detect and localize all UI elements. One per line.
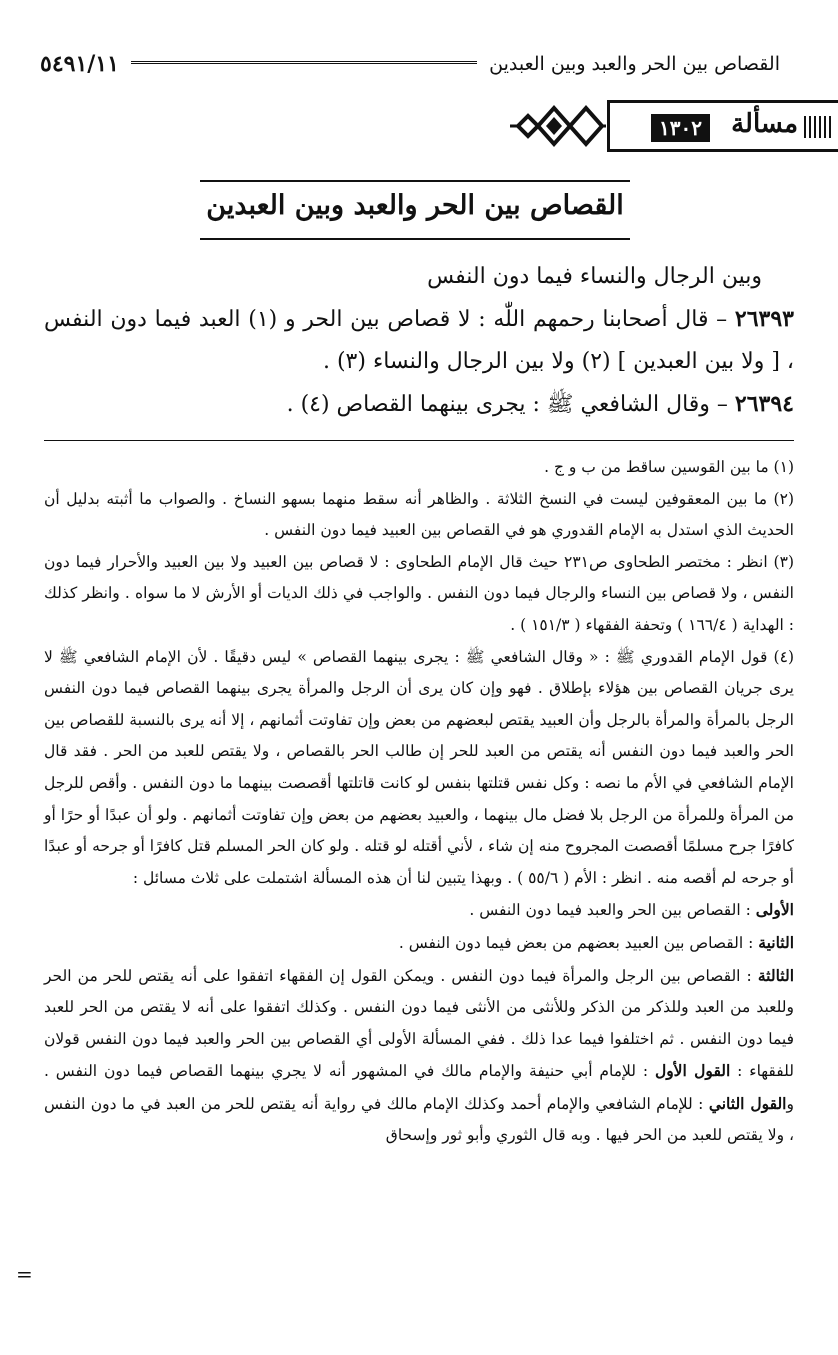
footnote-separator xyxy=(44,440,794,441)
masala-label-box xyxy=(607,100,838,152)
issue-label: الأولى xyxy=(755,900,794,920)
footnote-issue-third xyxy=(44,960,794,1153)
footnotes xyxy=(44,452,794,1152)
running-header xyxy=(40,44,780,84)
footnote-issue-second xyxy=(44,927,794,960)
footnote-2: (٢) ما بين المعقوفين ليست في النسخ الثلاثة . والظاهر أنه سقط منهما بسهو النساخ . والصواب ما أثبته بدليل أن الحديث الذي استدل به الإمام القدوري هو في القصاص بين العبيد فيما دون النفس . xyxy=(44,489,795,540)
paragraph-26393 xyxy=(44,298,794,383)
issue-label: الثانية xyxy=(758,932,794,952)
running-header-rule xyxy=(131,61,477,68)
issue-text: : القصاص بين الرجل والمرأة فيما دون النفس . ويمكن القول إن الفقهاء اتفقوا على أنه يقتص للحر من الحر وللعبد من العبد وللذكر من الذكر وللأنثى من الأنثى فيما دون النفس . وكذلك اتفقوا على أنه لا يقتص من الحر للعبد فيما دون النفس . ثم اختلفوا فيما عدا ذلك . ففي المسألة الأولى أي القصاص بين الحر والعبد فيما دون النفس قولان للفقهاء : xyxy=(44,966,794,1081)
issue-text: : للإمام أبي حنيفة والإمام مالك في المشهور أنه لا يجري بينهما القصاص فيما دون النفس . و xyxy=(44,1062,794,1113)
footnote-1: (١) ما بين القوسين ساقط من ب و ج . xyxy=(544,458,794,476)
paragraph-text: – قال أصحابنا رحمهم اللّٰه : لا قصاص بين الحر و (١) العبد فيما دون النفس ، [ ولا بين العبدين ] (٢) ولا بين الرجال والنساء (٣) . xyxy=(44,307,794,374)
masala-banner xyxy=(508,100,838,152)
issue-label: الثالثة xyxy=(757,965,794,985)
masala-number: ١٣٠٢ xyxy=(651,114,710,142)
main-text xyxy=(44,256,794,426)
bars-ornament-icon xyxy=(804,116,834,138)
issue-text: : القصاص بين الحر والعبد فيما دون النفس . xyxy=(469,901,756,920)
paragraph-number: ٢٦٣٩٤ xyxy=(734,391,794,417)
footnote-issue-first xyxy=(44,894,794,927)
paragraph-number: ٢٦٣٩٣ xyxy=(734,306,794,332)
knot-ornament-icon xyxy=(508,100,606,152)
heading-rule-top xyxy=(200,180,630,182)
footnote-3: (٣) انظر : مختصر الطحاوى ص٢٣١ حيث قال الإمام الطحاوى : لا قصاص بين العبيد ولا بين العبيد والأحرار فيما دون النفس ، ولا قصاص بين النساء والرجال فيما دون النفس . والواجب في ذلك الديات أو الأرش لا ما سواه . وانظر كذلك : الهداية ( ١٦٦/٤ ) وتحفة الفقهاء ( ١٥١/٣ ) . xyxy=(44,552,794,634)
heading-continuation: وبين الرجال والنساء فيما دون النفس xyxy=(427,264,762,289)
masala-word: مسألة xyxy=(731,109,798,139)
chapter-heading: القصاص بين الحر والعبد وبين العبدين xyxy=(206,190,624,221)
opinion-label: القول الثاني xyxy=(708,1093,787,1113)
running-header-title: القصاص بين الحر والعبد وبين العبدين xyxy=(489,53,780,75)
page-number: ٥٤٩١/١١ xyxy=(40,51,119,77)
issue-text: : للإمام الشافعي والإمام أحمد وكذلك الإمام مالك في رواية أنه يقتص للحر من العبد في ما دون النفس ، ولا يقتص للعبد من الحر فيها . وبه قال الثوري وأبو ثور وإسحاق xyxy=(44,1094,794,1145)
issue-text: : القصاص بين العبيد بعضهم من بعض فيما دون النفس . xyxy=(398,933,759,952)
continuation-mark: = xyxy=(16,1262,33,1286)
paragraph-text: – وقال الشافعي ﷺ : يجرى بينهما القصاص (٤) . xyxy=(286,392,735,417)
paragraph-26394 xyxy=(44,383,794,426)
footnote-4: (٤) قول الإمام القدوري ﷺ : « وقال الشافعي ﷺ : يجرى بينهما القصاص » ليس دقيقًا . لأن الإمام الشافعي ﷺ لا يرى جريان القصاص بين هؤلاء بإطلاق . فهو وإن كان يرى أن الرجل والمرأة يجرى بينهما القصاص فيما دون النفس الرجل بالمرأة والمرأة بالرجل وأن العبيد يقتص لبعضهم من بعض وإن تفاوتت أثمانهم ، إلا أنه يرى بالنسبة للقصاص بين الحر والعبد فيما دون النفس أنه يقتص من العبد للحر إن طالب الحر بالقصاص ، ولا يقتص للعبد من الحر . فقد قال الإمام الشافعي في الأم ما نصه : وكل نفس قتلتها بنفس لو كانت قاتلتها أقصصت بينهما ما دون النفس . وأقص للرجل من المرأة وللمرأة من الرجل بلا فضل مال بينهما ، والعبيد بعضهم من بعض وإن تفاوتت أثمانهم . ولو أن عبدًا أو حرًا أو كافرًا جرح مسلمًا أقصصت المجروح منه إن شاء ، لأني أقتله لو قتله . ولو كان الحر المسلم قتل كافرًا أو جرحه أو عبدًا أو جرحه لم أقصه منه . انظر : الأم ( ٥٥/٦ ) . وبهذا يتبين لنا أن هذه المسألة اشتملت على ثلاث مسائل : xyxy=(44,647,794,887)
heading-rule-bottom xyxy=(200,238,630,240)
opinion-label: القول الأول xyxy=(654,1061,731,1081)
